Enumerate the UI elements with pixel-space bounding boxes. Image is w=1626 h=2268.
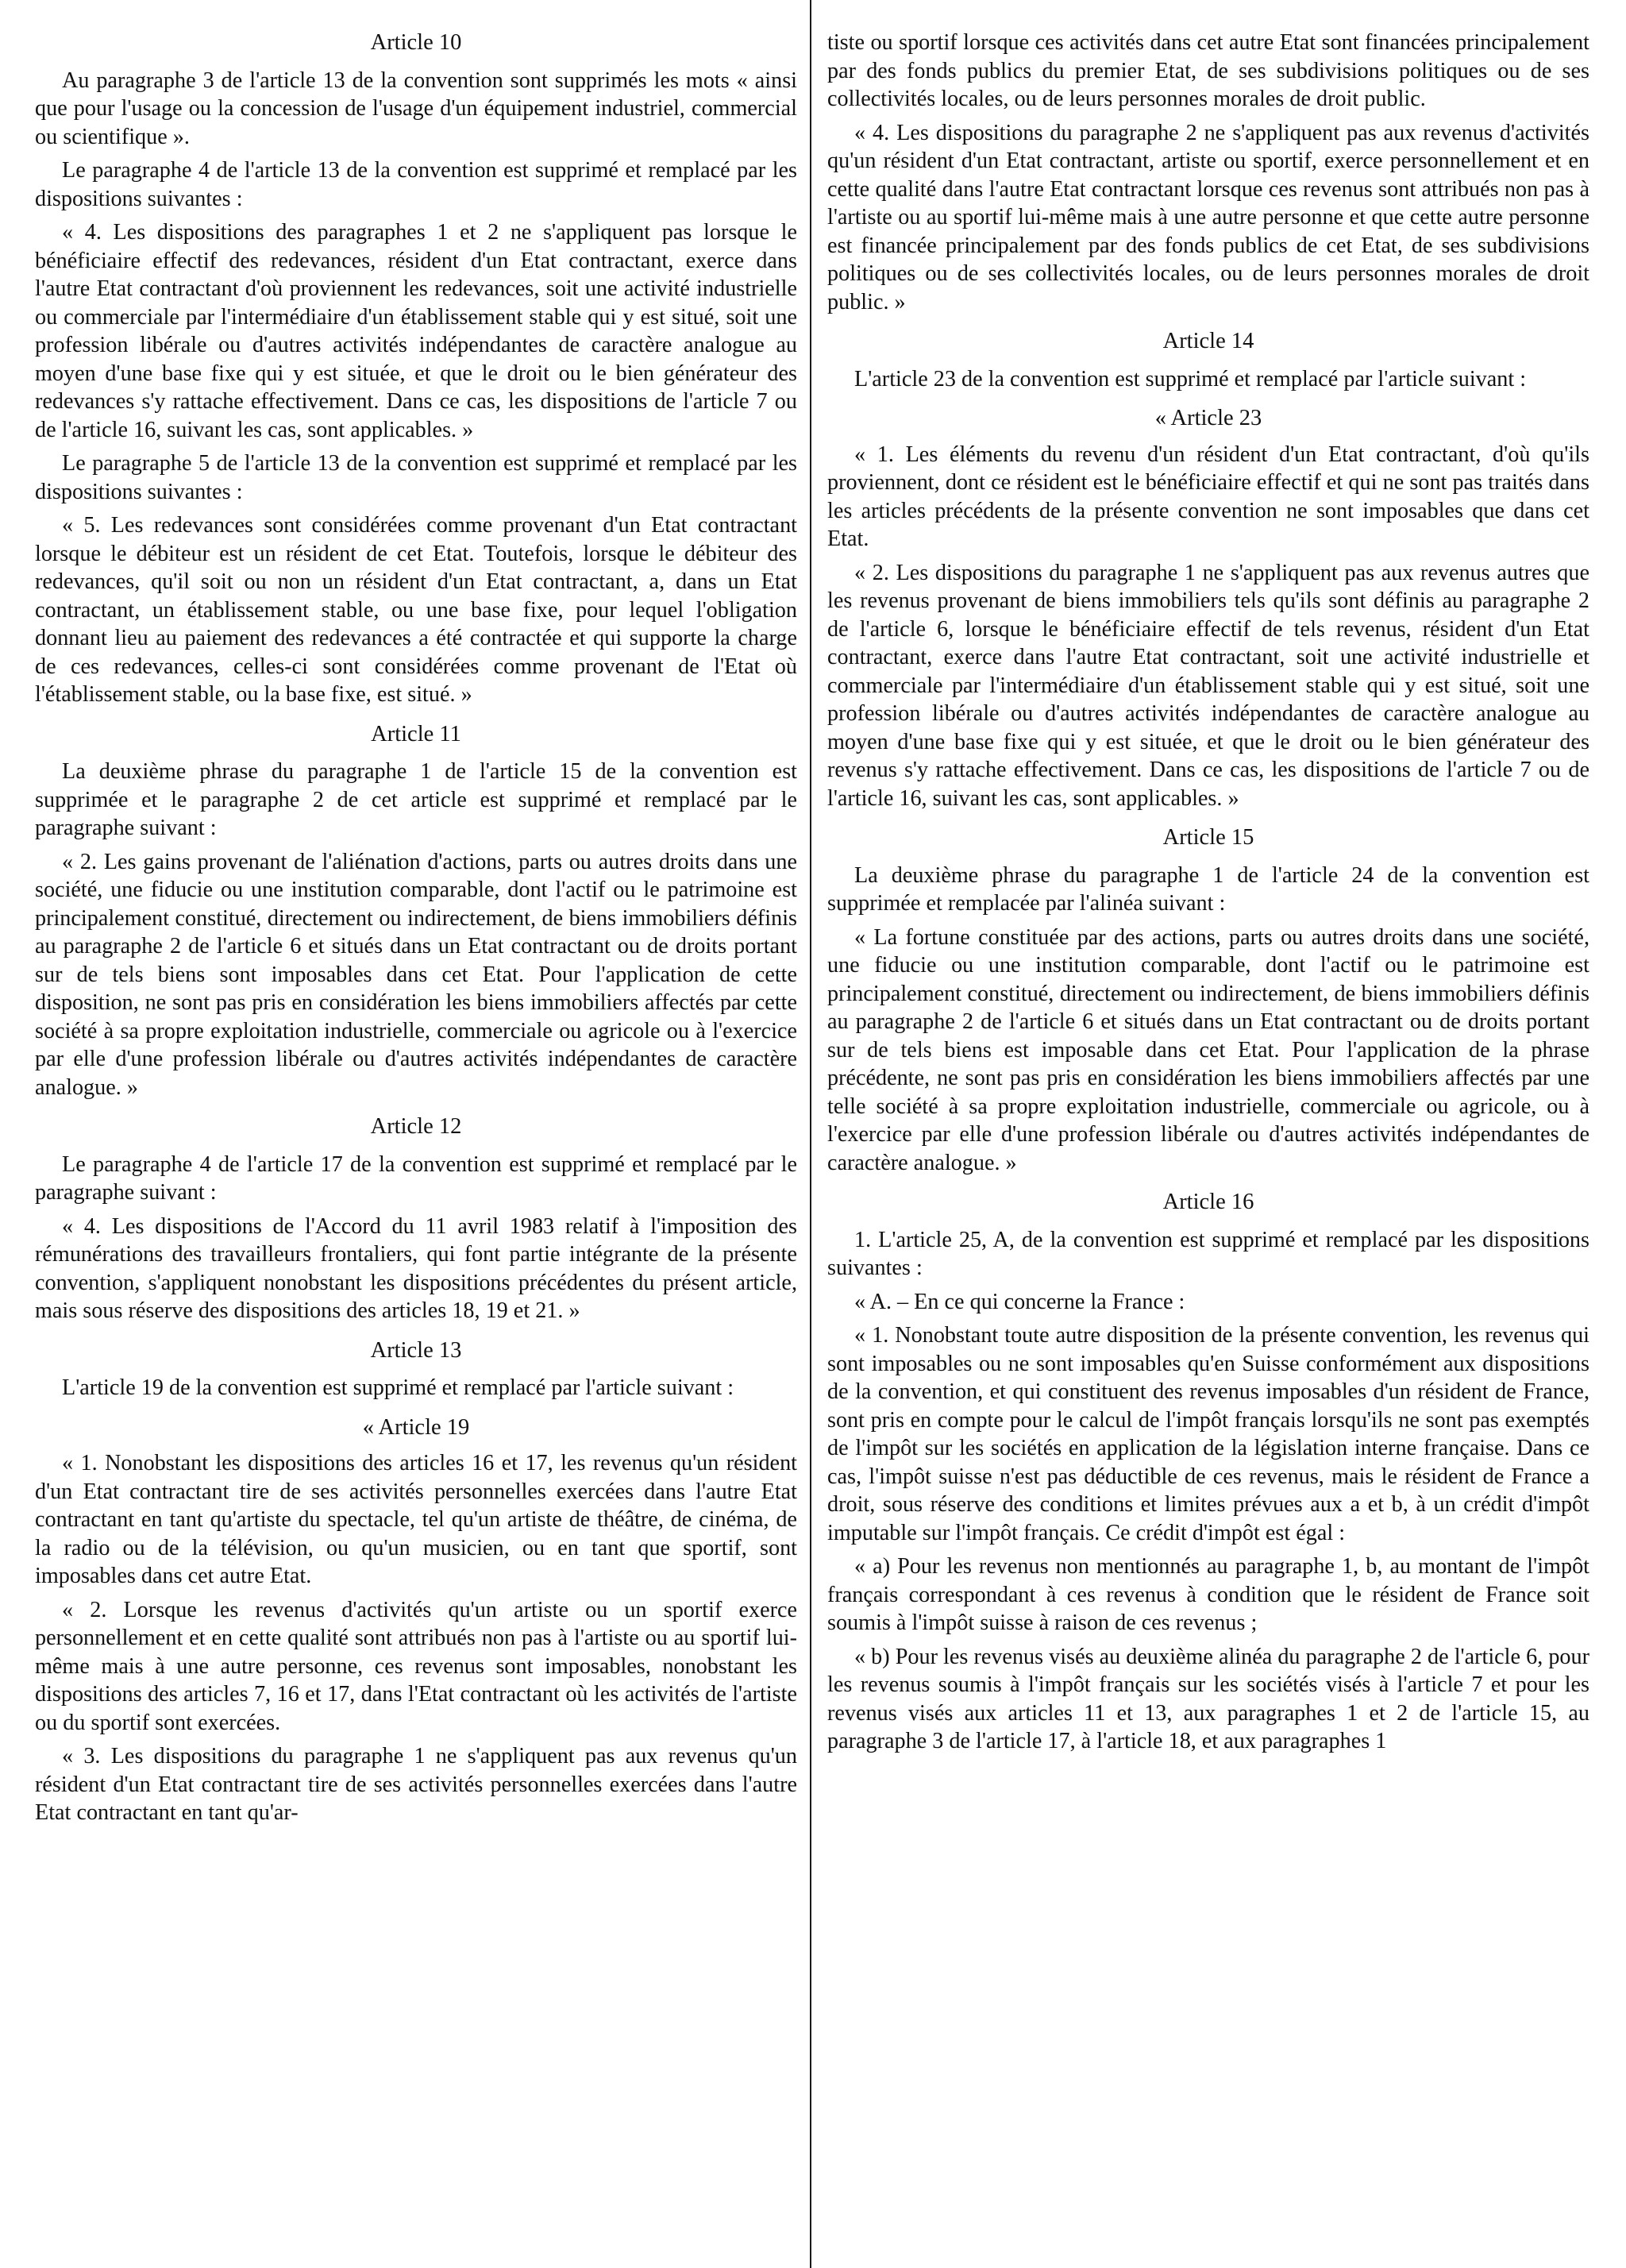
article-16-heading: Article 16 bbox=[1162, 1190, 1254, 1214]
article-10-paragraph: « 5. Les redevances sont considérées comme provenant d'un Etat contractant lorsque le débiteur est un résident de cet Etat. Toutefois, lorsque le débiteur des redevances, qu'il soit ou non un résident d'un Etat contractant, a, dans un Etat contractant, un établissement stable, ou une base fixe, pour lequel l'obligation donnant lieu au paiement des redevances a été contractée et qui supporte la charge de ces redevances, celles-ci sont considérées comme provenant de l'Etat où l'établissement stable, ou la base fixe, est situé. » bbox=[35, 513, 797, 707]
article-12-paragraph: Le paragraphe 4 de l'article 17 de la convention est supprimé et remplacé par le paragraphe suivant : bbox=[35, 1151, 797, 1205]
article-12-paragraph: « 4. Les dispositions de l'Accord du 11 avril 1983 relatif à l'imposition des rémunérations des travailleurs frontaliers, qui font partie intégrante de la présente convention, s'appliquent nonobstant les dispositions précédentes du présent article, mais sous réserve des dispositions des articles 18, 19 et 21. » bbox=[35, 1213, 797, 1323]
continued-paragraph: tiste ou sportif lorsque ces activités dans cet autre Etat sont financées principalement par des fonds publics du premier Etat, de ses subdivisions politiques ou de ses collectivités locales, ou de leurs personnes morales de droit public. bbox=[827, 30, 1589, 111]
article-14-paragraph: « 1. Les éléments du revenu d'un résident d'un Etat contractant, d'où qu'ils proviennent, dont ce résident est le bénéficiaire effectif et qui ne sont pas traités dans les articles précédents de la présente convention ne sont imposables que dans cet Etat. bbox=[827, 442, 1589, 551]
article-14-heading: Article 14 bbox=[1162, 329, 1254, 353]
article-15-paragraph: La deuxième phrase du paragraphe 1 de l'article 24 de la convention est supprimée et remplacée par l'alinéa suivant : bbox=[827, 862, 1589, 916]
article-16-paragraph: « A. – En ce qui concerne la France : bbox=[854, 1289, 1185, 1314]
article-14-paragraph: L'article 23 de la convention est supprimé et remplacé par l'article suivant : bbox=[854, 366, 1527, 392]
article-10-paragraph: Le paragraphe 4 de l'article 13 de la convention est supprimé et remplacé par les dispositions suivantes : bbox=[35, 158, 797, 211]
article-10-heading: Article 10 bbox=[370, 30, 462, 55]
article-23-subheading: « Article 23 bbox=[1154, 406, 1262, 430]
article-16-paragraph: « 1. Nonobstant toute autre disposition de la présente convention, les revenus qui sont imposables ou ne sont imposables qu'en Suisse conformément aux dispositions de la convention, et qui constituent des revenus imposables d'un résident de France, sont pris en compte pour le calcul de l'impôt français lorsqu'ils ne sont pas exemptés de l'impôt sur les sociétés en application de la législation interne française. Dans ce cas, l'impôt suisse n'est pas déductible de ces revenus, mais le résident de France a droit, sous réserve des conditions et limites prévues aux a et b, à un crédit d'impôt imputable sur l'impôt français. Ce crédit d'impôt est égal : bbox=[827, 1323, 1589, 1545]
article-12-heading: Article 12 bbox=[370, 1114, 462, 1139]
article-16-paragraph: « a) Pour les revenus non mentionnés au paragraphe 1, b, au montant de l'impôt français correspondant à ces revenus à condition que le résident de France soit soumis à l'impôt suisse à raison de ces revenus ; bbox=[827, 1554, 1589, 1635]
article-16-paragraph: 1. L'article 25, A, de la convention est supprimé et remplacé par les dispositions suivantes : bbox=[827, 1227, 1589, 1280]
article-19-subheading: « Article 19 bbox=[362, 1414, 470, 1440]
column-divider bbox=[810, 0, 811, 2268]
article-15-paragraph: « La fortune constituée par des actions, parts ou autres droits dans une société, une fiducie ou une institution comparable, dont l'actif ou le patrimoine est principalement constitué, directement ou indirectement, de biens immobiliers définis au paragraphe 2 de l'article 6 et situés dans un Etat contractant ou de droits portant sur de tels biens est imposable dans cet Etat. Pour l'application de la phrase précédente, ne sont pas pris en considération les biens immobiliers affectés par une telle société à sa propre exploitation industrielle, commerciale ou agricole, ou à l'exercice par elle d'une profession libérale ou d'autres activités indépendantes de caractère analogue. » bbox=[827, 924, 1589, 1175]
article-13-paragraph: « 3. Les dispositions du paragraphe 1 ne s'appliquent pas aux revenus qu'un résident d'un Etat contractant tire de ses activités personnelles exercées dans l'autre Etat contractant en tant qu'ar- bbox=[35, 1744, 797, 1825]
article-14-paragraph: « 2. Les dispositions du paragraphe 1 ne s'appliquent pas aux revenus autres que les revenus provenant de biens immobiliers tels qu'ils sont définis au paragraphe 2 de l'article 6, lorsque le bénéficiaire effectif de tels revenus, résident d'un Etat contractant, exerce dans l'autre Etat contractant, soit une activité industrielle et commerciale par l'intermédiaire d'un établissement stable qui y est situé, soit une profession libérale ou d'autres activités indépendantes de caractère analogue au moyen d'une base fixe qui y est située, et que le droit ou le bien générateur des revenus s'y rattache effectivement. Dans ce cas, les dispositions de l'article 7 ou de l'article 16, suivant les cas, sont applicables. » bbox=[827, 560, 1589, 811]
article-10-paragraph: Au paragraphe 3 de l'article 13 de la convention sont supprimés les mots « ainsi que pour l'usage ou la concession de l'usage d'un équipement industriel, commercial ou scientifique ». bbox=[35, 68, 797, 149]
article-13-paragraph: « 2. Lorsque les revenus d'activités qu'un artiste ou un sportif exerce personnellement et en cette qualité sont attribués non pas à l'artiste ou au sportif lui-même mais à une autre personne, ces revenus sont imposables, nonobstant les dispositions des articles 7, 16 et 17, dans l'Etat contractant où les activités de l'artiste ou du sportif sont exercées. bbox=[35, 1597, 797, 1735]
article-10-paragraph: Le paragraphe 5 de l'article 13 de la convention est supprimé et remplacé par les dispositions suivantes : bbox=[35, 451, 797, 504]
article-11-paragraph: La deuxième phrase du paragraphe 1 de l'article 15 de la convention est supprimée et le paragraphe 2 de cet article est supprimé et remplacé par le paragraphe suivant : bbox=[35, 759, 797, 840]
article-10-paragraph: « 4. Les dispositions des paragraphes 1 et 2 ne s'appliquent pas lorsque le bénéficiaire effectif des redevances, résident d'un Etat contractant, exerce dans l'autre Etat contractant d'où proviennent les redevances, soit une activité industrielle ou commerciale par l'intermédiaire d'un établissement stable qui y est situé, soit une profession libérale ou d'autres activités indépendantes de caractère analogue au moyen d'une base fixe qui y est située, et que le droit ou le bien générateur des redevances s'y rattache effectivement. Dans ce cas, les dispositions de l'article 7 ou de l'article 16, suivant les cas, sont applicables. » bbox=[35, 220, 797, 442]
right-column bbox=[827, 29, 1589, 1761]
article-19-paragraph-4: « 4. Les dispositions du paragraphe 2 ne s'appliquent pas aux revenus d'activités qu'un résident d'un Etat contractant, artiste ou sportif, exerce personnellement et en cette qualité dans l'autre Etat contractant lorsque ces revenus sont attribués non pas à l'artiste ou au sportif lui-même mais à une autre personne et que cette autre personne est financée principalement par des fonds publics de cet Etat, de ses subdivisions politiques ou de ses collectivités locales, ou de leurs personnes morales de droit public. » bbox=[827, 120, 1589, 314]
left-column bbox=[35, 29, 797, 1833]
article-16-paragraph: « b) Pour les revenus visés au deuxième alinéa du paragraphe 2 de l'article 6, pour les revenus soumis à l'impôt français sur les sociétés visés à l'article 7 et pour les revenus visés aux articles 11 et 13, aux paragraphes 1 et 2 de l'article 15, au paragraphe 3 de l'article 17, à l'article 18, et aux paragraphes 1 bbox=[827, 1644, 1589, 1753]
article-13-paragraph: L'article 19 de la convention est supprimé et remplacé par l'article suivant : bbox=[62, 1375, 734, 1400]
article-13-heading: Article 13 bbox=[370, 1337, 462, 1363]
article-11-paragraph: « 2. Les gains provenant de l'aliénation d'actions, parts ou autres droits dans une société, une fiducie ou une institution comparable, dont l'actif ou le patrimoine est principalement constitué, directement ou indirectement, de biens immobiliers définis au paragraphe 2 de l'article 6 et situés dans un Etat contractant ou de droits portant sur de tels biens sont imposables dans cet Etat. Pour l'application de cette disposition, ne sont pas pris en considération les biens immobiliers affectés par cette société à sa propre exploitation industrielle, commerciale ou agricole ou à l'exercice par elle d'une profession libérale ou d'autres activités indépendantes de caractère analogue. » bbox=[35, 849, 797, 1100]
article-11-heading: Article 11 bbox=[371, 721, 461, 746]
article-13-paragraph: « 1. Nonobstant les dispositions des articles 16 et 17, les revenus qu'un résident d'un Etat contractant tire de ses activités personnelles exercées dans l'autre Etat contractant en tant qu'artiste du spectacle, tel qu'un artiste de théâtre, de cinéma, de la radio ou de la télévision, ou qu'un musicien, ou en tant que sportif, sont imposables dans cet autre Etat. bbox=[35, 1451, 797, 1588]
article-15-heading: Article 15 bbox=[1162, 825, 1254, 850]
